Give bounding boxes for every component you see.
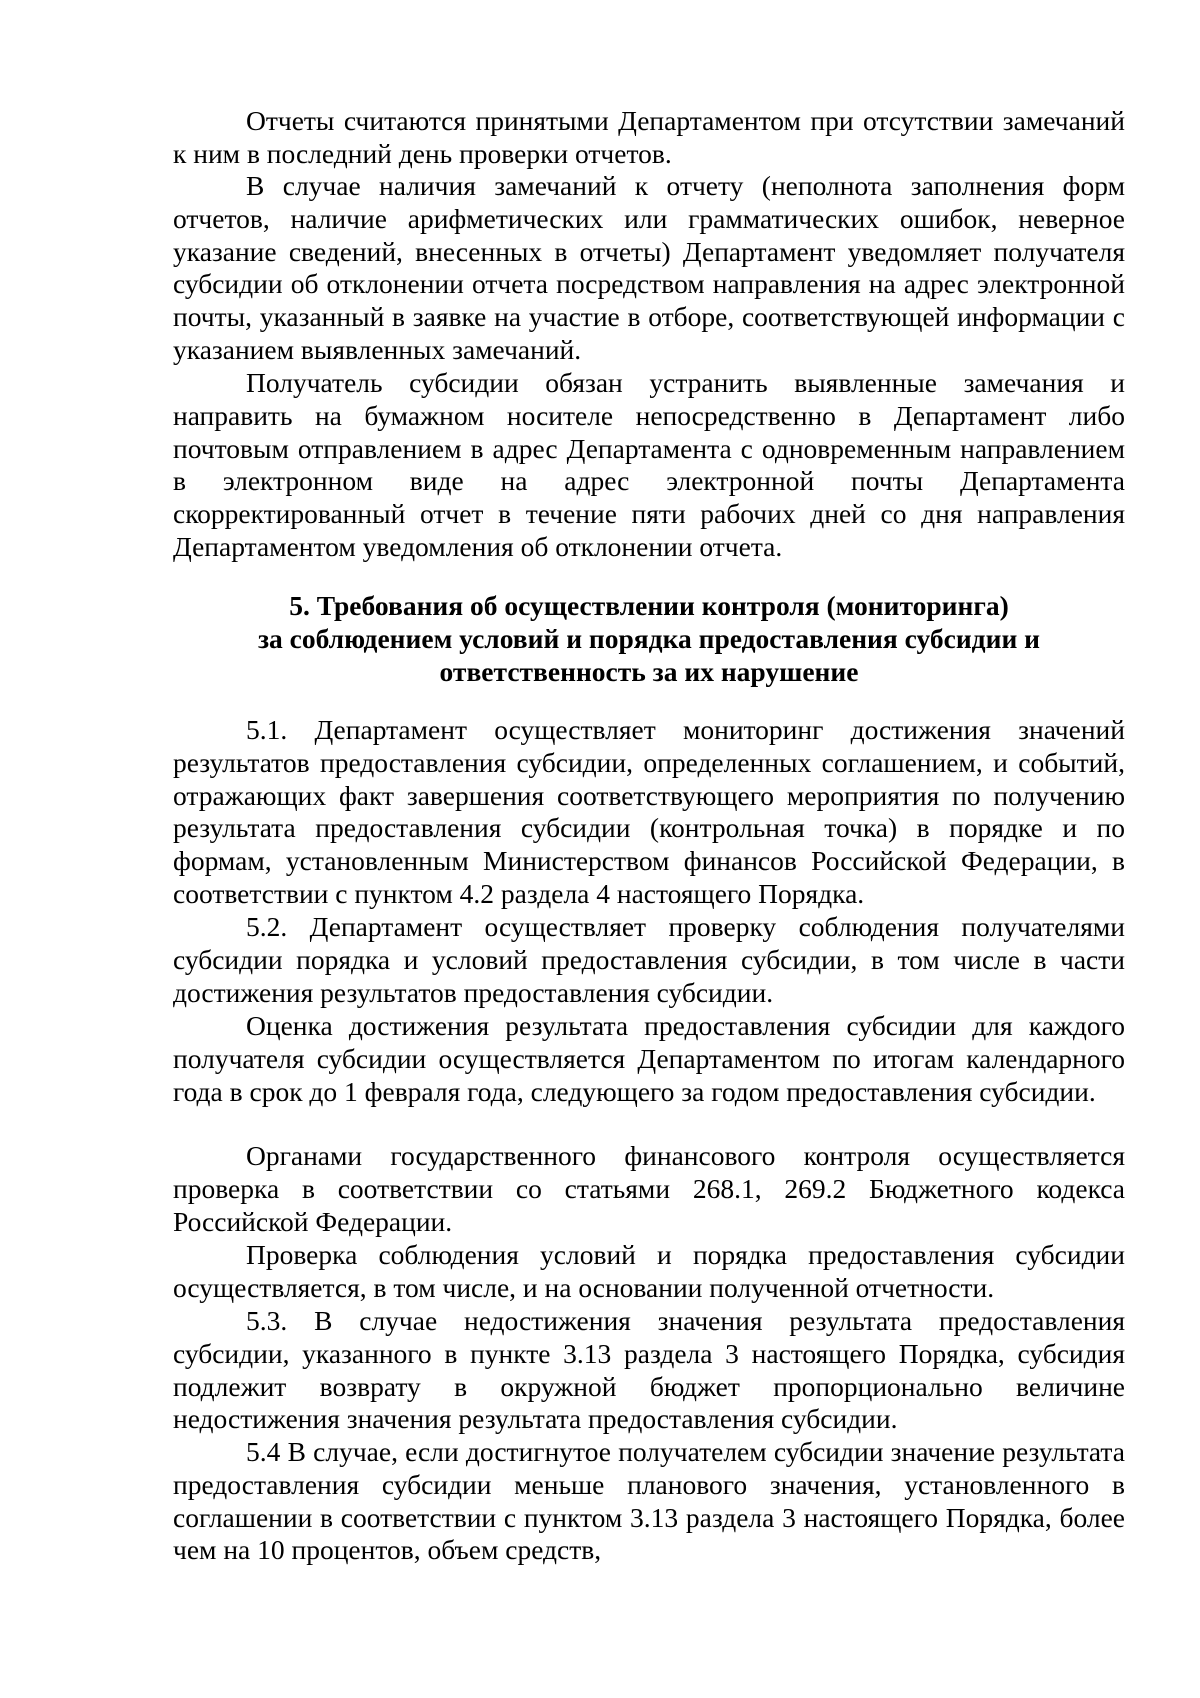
section-heading-line-2: за соблюдением условий и порядка предоставления субсидии и [257, 623, 1041, 654]
paragraph-reports-accepted: Отчеты считаются принятыми Департаментом при отсутствии замечаний к ним в последний день проверки отчетов. [173, 105, 1125, 169]
section-heading [173, 589, 1125, 688]
paragraph-result-evaluation: Оценка достижения результата предоставления субсидии для каждого получателя субсидии осуществляется Департаментом по итогам календарного года в срок до 1 февраля года, следующего за годом предоставления субсидии. [173, 1010, 1125, 1107]
section-heading-line-1: 5. Требования об осуществлении контроля (мониторинга) [289, 590, 1009, 621]
paragraph-report-remarks: В случае наличия замечаний к отчету (неполнота заполнения форм отчетов, наличие арифметических или грамматических ошибок, неверное указание сведений, внесенных в отчеты) Департамент уведомляет получателя субсидии об отклонении отчета посредством направления на адрес электронной почты, указанный в заявке на участие в отборе, соответствующей информации с указанием выявленных замечаний. [173, 170, 1125, 365]
paragraph-5-1: 5.1. Департамент осуществляет мониторинг достижения значений результатов предоставления субсидии, определенных соглашением, и событий, отражающих факт завершения соответствующего мероприятия по получению результата предоставления субсидии (контрольная точка) в порядке и по формам, установленным Министерством финансов Российской Федерации, в соответствии с пунктом 4.2 раздела 4 настоящего Порядка. [173, 714, 1125, 909]
paragraph-compliance-check: Проверка соблюдения условий и порядка предоставления субсидии осуществляется, в том числе, и на основании полученной отчетности. [173, 1239, 1125, 1303]
paragraph-5-2: 5.2. Департамент осуществляет проверку соблюдения получателями субсидии порядка и условий предоставления субсидии, в том числе в части достижения результатов предоставления субсидии. [173, 911, 1125, 1008]
paragraph-5-4: 5.4 В случае, если достигнутое получателем субсидии значение результата предоставления субсидии меньше планового значения, установленного в соглашении в соответствии с пунктом 3.13 раздела 3 настоящего Порядка, более чем на 10 процентов, объем средств, [173, 1436, 1125, 1566]
paragraph-corrected-report: Получатель субсидии обязан устранить выявленные замечания и направить на бумажном носителе непосредственно в Департамент либо почтовым отправлением в адрес Департамента с одновременным направлением в электронном виде на адрес электронной почты Департамента скорректированный отчет в течение пяти рабочих дней со дня направления Департаментом уведомления об отклонении отчета. [173, 367, 1125, 562]
paragraph-financial-control: Органами государственного финансового контроля осуществляется проверка в соответствии со статьями 268.1, 269.2 Бюджетного кодекса Российской Федерации. [173, 1140, 1125, 1237]
section-heading-line-3: ответственность за их нарушение [439, 656, 859, 687]
paragraph-5-3: 5.3. В случае недостижения значения результата предоставления субсидии, указанного в пункте 3.13 раздела 3 настоящего Порядка, субсидия подлежит возврату в окружной бюджет пропорционально величине недостижения значения результата предоставления субсидии. [173, 1305, 1125, 1435]
